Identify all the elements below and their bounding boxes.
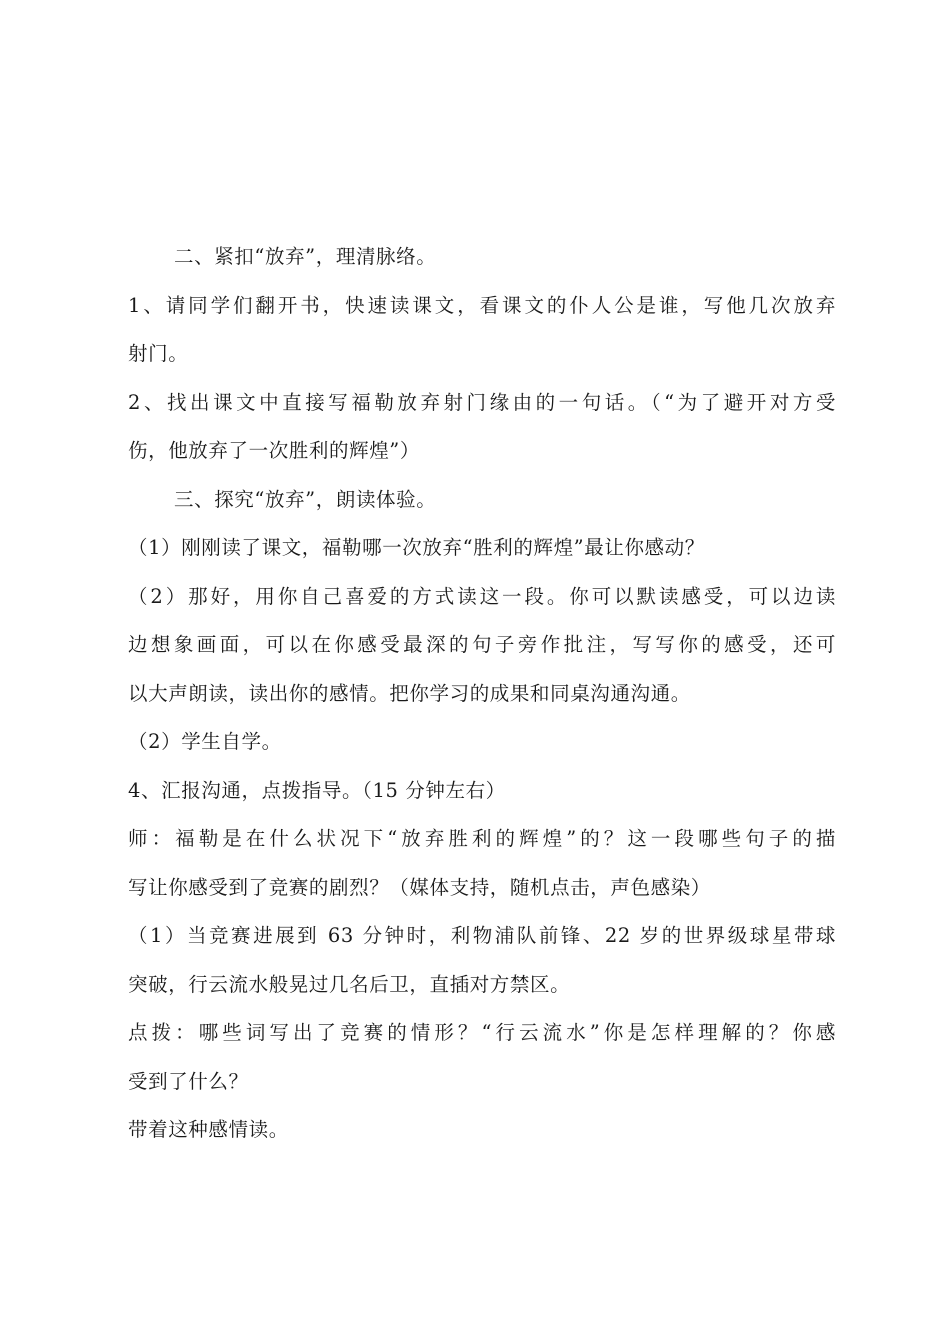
paragraph-line: 边想象画面，可以在你感受最深的句子旁作批注，写写你的感受，还可 <box>128 633 836 656</box>
section-heading-2: 二、紧扣“放弃”，理清脉络。 <box>174 245 437 268</box>
paragraph-line: （2）那好，用你自己喜爱的方式读这一段。你可以默读感受，可以边读 <box>128 584 836 608</box>
paragraph-line: 点拨：哪些词写出了竞赛的情形？“行云流水”你是怎样理解的？你感 <box>128 1021 836 1044</box>
paragraph-line: 师：福勒是在什么状况下“放弃胜利的辉煌”的？这一段哪些句子的描 <box>128 827 836 850</box>
paragraph-line: 伤，他放弃了一次胜利的辉煌”） <box>128 439 420 462</box>
paragraph-line: 写让你感受到了竞赛的剧烈？（媒体支持，随机点击，声色感染） <box>128 875 711 899</box>
paragraph-line: （1）当竞赛进展到 63 分钟时，利物浦队前锋、22 岁的世界级球星带球 <box>128 924 836 947</box>
paragraph-line: 带着这种感情读。 <box>128 1118 289 1141</box>
paragraph-line: 受到了什么？ <box>128 1069 249 1093</box>
paragraph-line: （2）学生自学。 <box>128 730 282 753</box>
paragraph-line: 突破，行云流水般晃过几名后卫，直插对方禁区。 <box>128 972 571 996</box>
paragraph-line: 射门。 <box>128 342 189 365</box>
paragraph-line: 2、找出课文中直接写福勒放弃射门缘由的一句话。（“为了避开对方受 <box>128 390 836 414</box>
paragraph-line: 以大声朗读，读出你的感情。把你学习的成果和同桌沟通沟通。 <box>128 681 691 705</box>
document-body <box>128 233 836 1155</box>
paragraph-line: 1、请同学们翻开书，快速读课文，看课文的仆人公是谁，写他几次放弃 <box>128 293 836 317</box>
paragraph-line: 4、汇报沟通，点拨指导。（15 分钟左右） <box>128 778 506 802</box>
paragraph-line: （1）刚刚读了课文，福勒哪一次放弃“胜利的辉煌”最让你感动？ <box>128 536 705 559</box>
section-heading-3: 三、探究“放弃”，朗读体验。 <box>174 487 437 511</box>
